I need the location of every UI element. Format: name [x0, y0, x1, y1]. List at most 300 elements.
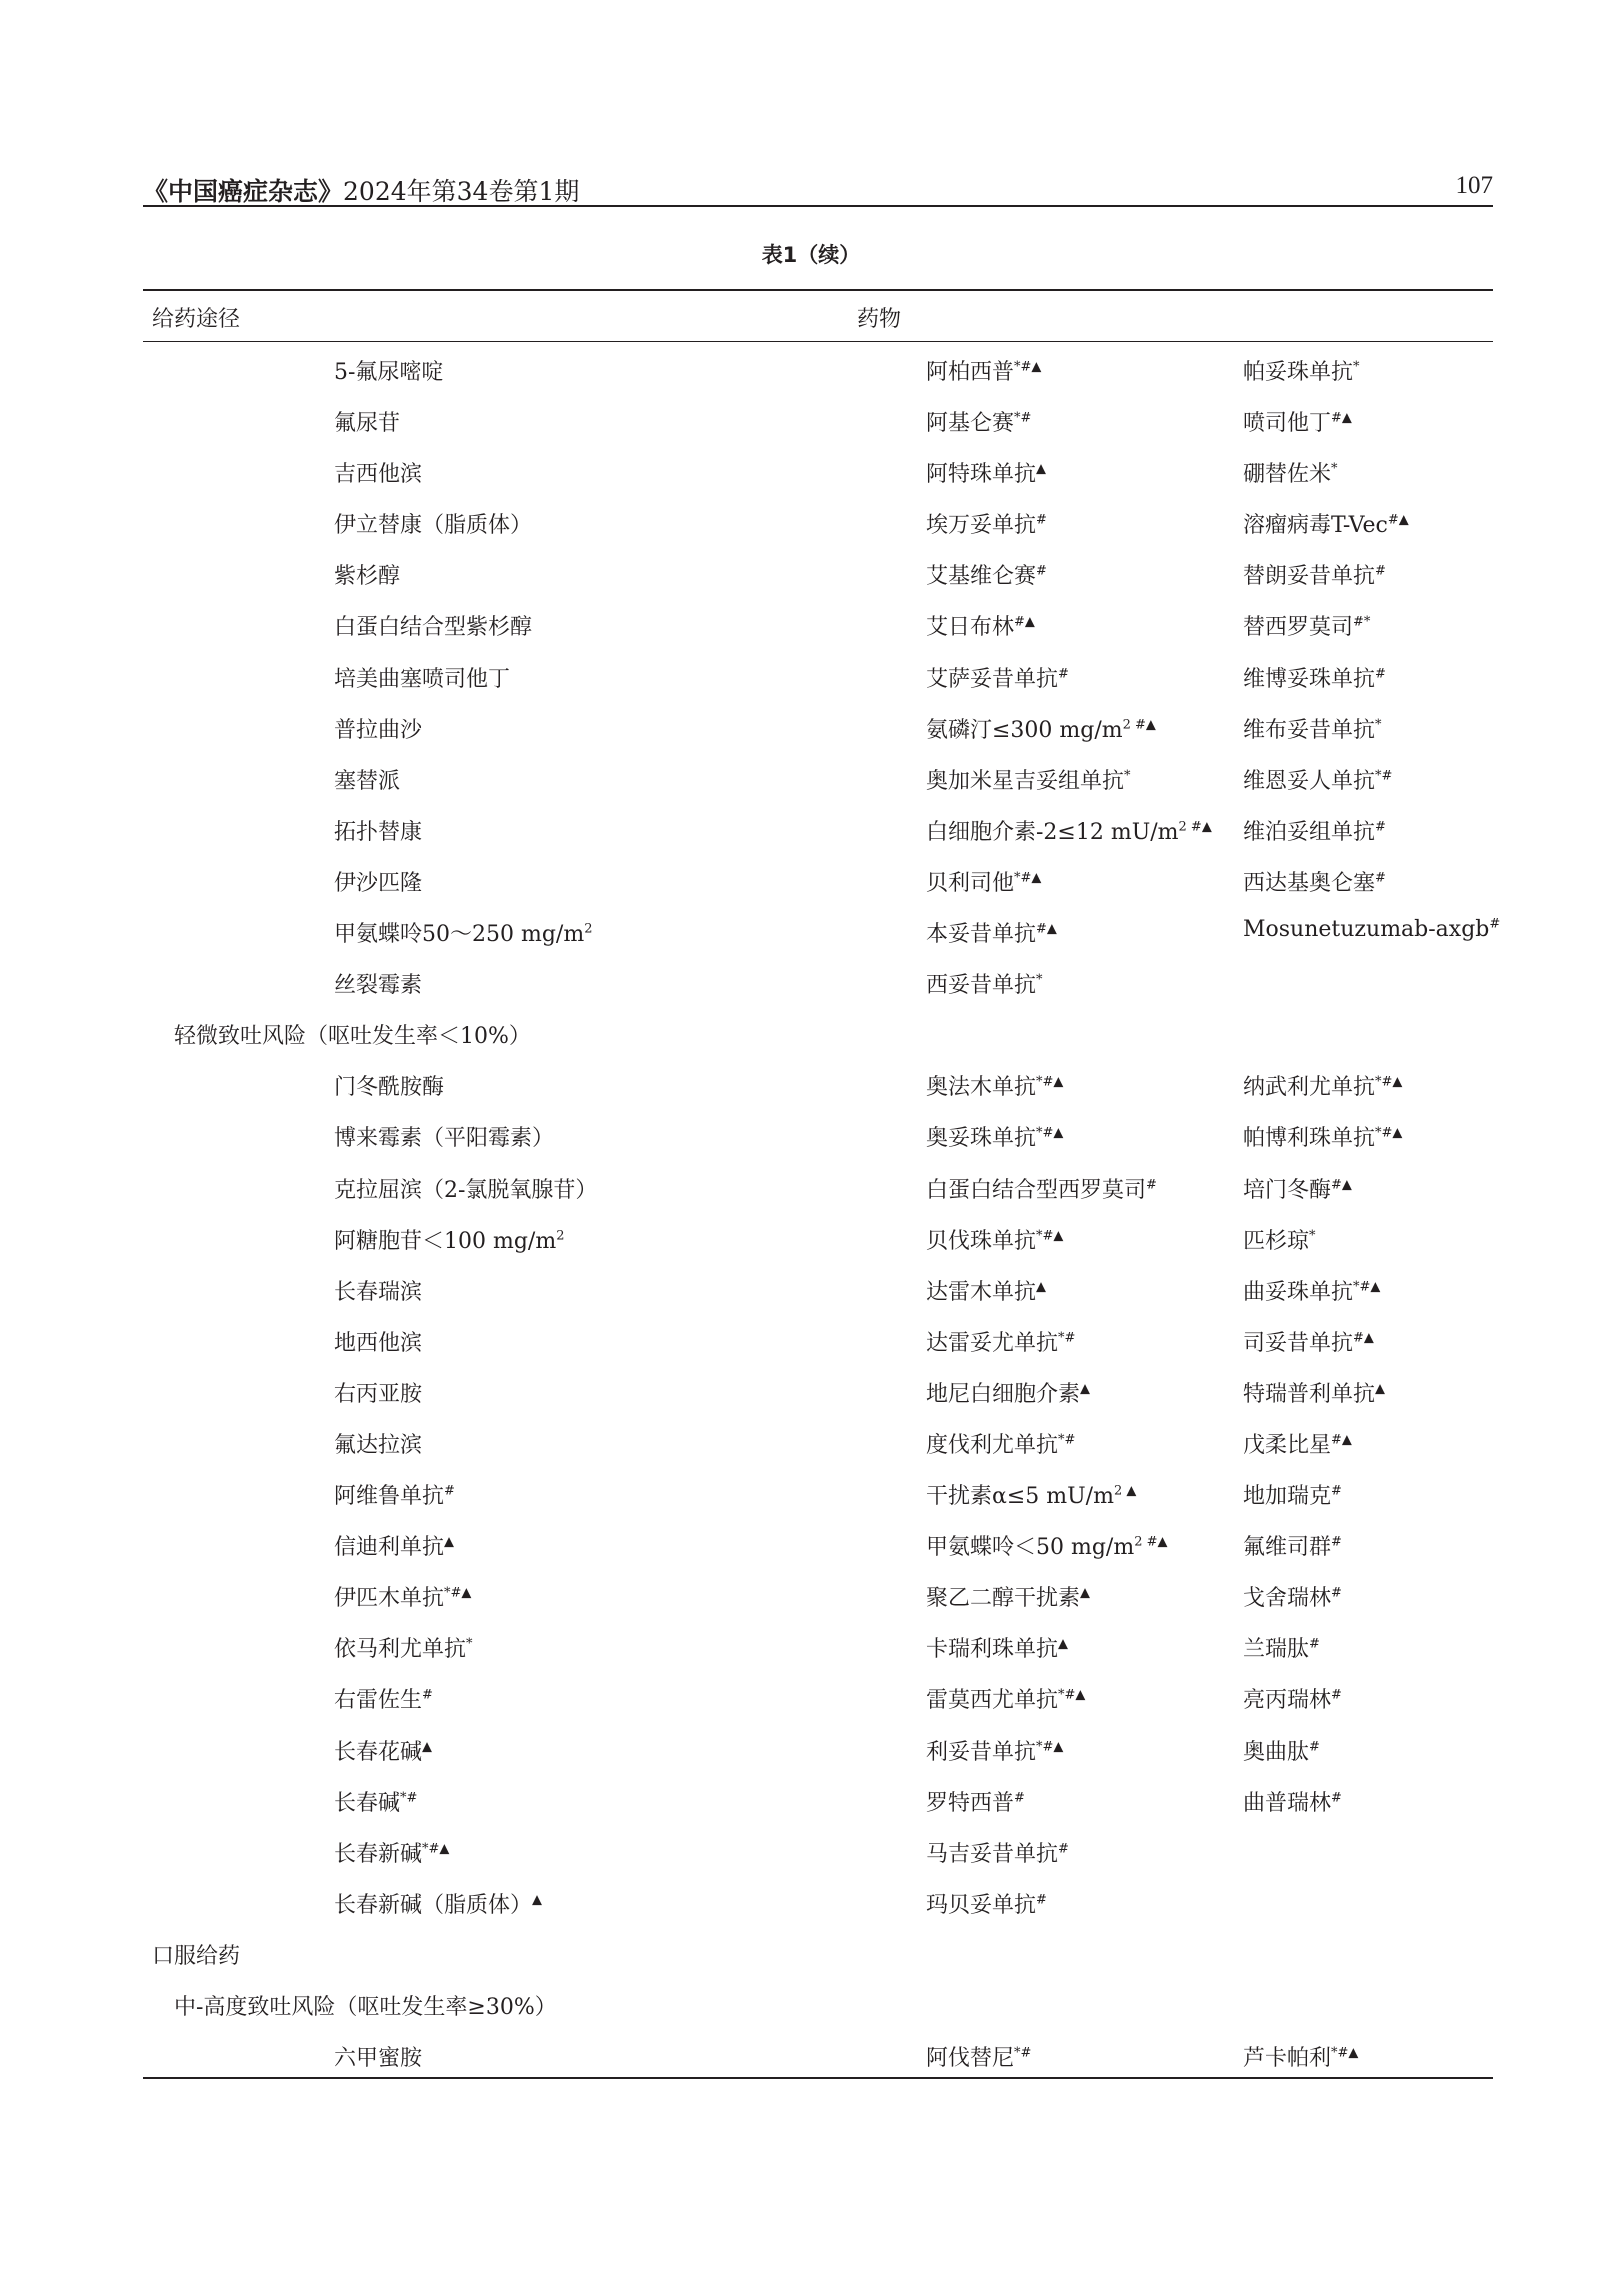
drug-cell-col2	[926, 1632, 1068, 1663]
drug-cell-col2-note-mark: *#	[1014, 2045, 1032, 2061]
drug-cell-col3-note-mark: ▲	[1375, 1381, 1386, 1397]
drug-cell-col1-text: 伊沙匹隆	[334, 870, 423, 896]
drug-cell-col3-text: 维恩妥人单抗	[1243, 768, 1376, 794]
drug-cell-col1-text: 塞替派	[334, 768, 401, 794]
drug-cell-col3-text: 培门冬酶	[1243, 1177, 1332, 1203]
drug-cell-col2-note-mark: *#▲	[1014, 870, 1042, 886]
drug-cell-col2-text: 地尼白细胞介素	[926, 1381, 1081, 1407]
drug-cell-col2	[926, 355, 1041, 386]
drug-cell-col2-note-mark: 2 #▲	[1134, 1534, 1168, 1550]
drug-cell-col2-text: 埃万妥单抗	[926, 513, 1037, 539]
header-rule	[143, 205, 1493, 207]
drug-cell-col3	[1243, 1632, 1320, 1663]
drug-cell-col3-note-mark: #▲	[1331, 1177, 1352, 1193]
table-row	[0, 755, 1622, 806]
drug-cell-col1-note-mark: 2	[556, 1228, 565, 1244]
table-title: 表1（续）	[761, 243, 861, 267]
drug-cell-col1	[334, 610, 532, 641]
table-row	[0, 346, 1622, 397]
drug-cell-col2-text: 甲氨蝶呤＜50 mg/m	[926, 1535, 1135, 1561]
drug-cell-col3-note-mark: *#▲	[1353, 1279, 1381, 1295]
drug-cell-col3-text: Mosunetuzumab-axgb	[1243, 917, 1490, 943]
drug-cell-col2-note-mark: 2 #▲	[1178, 819, 1212, 835]
drug-cell-col3-text: 兰瑞肽	[1243, 1637, 1310, 1663]
drug-cell-col2	[926, 1275, 1046, 1306]
table-row	[0, 448, 1622, 499]
drug-cell-col2	[926, 1173, 1157, 1204]
drug-cell-col2	[926, 1070, 1063, 1101]
table-row	[0, 1879, 1622, 1930]
drug-cell-col2	[926, 1377, 1090, 1408]
drug-cell-col3	[1243, 355, 1360, 386]
drug-cell-col3	[1243, 1275, 1380, 1306]
drug-cell-col1-note-mark: #	[444, 1483, 455, 1499]
drug-cell-col1-note-mark: *#▲	[444, 1585, 472, 1601]
drug-cell-col3-text: 芦卡帕利	[1243, 2046, 1332, 2072]
table-row	[0, 959, 1622, 1010]
drug-cell-col1	[334, 1224, 564, 1255]
table-row	[0, 704, 1622, 755]
drug-cell-col2	[926, 1581, 1090, 1612]
drug-cell-col2-note-mark: ▲	[1036, 1279, 1047, 1295]
drug-cell-col3	[1243, 1683, 1342, 1714]
drug-cell-col1-text: 右丙亚胺	[334, 1381, 423, 1407]
drug-cell-col2	[926, 713, 1156, 744]
drug-cell-col2-text: 玛贝妥单抗	[926, 1892, 1037, 1918]
drug-cell-col1	[334, 1377, 422, 1408]
drug-cell-col2	[926, 1837, 1069, 1868]
table-row	[0, 1164, 1622, 1215]
drug-cell-col2-text: 氨磷汀≤300 mg/m	[926, 717, 1123, 743]
drug-cell-col1	[334, 1121, 554, 1152]
drug-cell-col3-note-mark: #*	[1353, 615, 1371, 631]
drug-cell-col2-text: 度伐利尤单抗	[926, 1432, 1059, 1458]
drug-cell-col3	[1243, 1326, 1374, 1357]
drug-cell-col2-text: 本妥昔单抗	[926, 922, 1037, 948]
drug-cell-col2-note-mark: ▲	[1036, 461, 1047, 477]
drug-cell-col2	[926, 1530, 1168, 1561]
drug-cell-col3-text: 替西罗莫司	[1243, 615, 1354, 641]
journal-issue	[143, 172, 579, 208]
drug-cell-col3	[1243, 1121, 1402, 1152]
drug-cell-col1-note-mark: ▲	[532, 1892, 543, 1908]
drug-cell-col3-text: 喷司他丁	[1243, 411, 1332, 437]
drug-cell-col2-text: 艾萨妥昔单抗	[926, 666, 1059, 692]
table-row	[0, 1777, 1622, 1828]
drug-cell-col3-text: 曲妥珠单抗	[1243, 1279, 1354, 1305]
drug-cell-col2	[926, 1479, 1136, 1510]
drug-cell-col3-note-mark: *#▲	[1375, 1126, 1403, 1142]
table-row	[0, 1828, 1622, 1879]
table-top-rule	[143, 289, 1493, 291]
drug-cell-col2-note-mark: #▲	[1036, 921, 1057, 937]
drug-cell-col1	[334, 1632, 473, 1663]
drug-cell-col1-text: 5-氟尿嘧啶	[334, 360, 444, 385]
drug-cell-col3-text: 匹杉琼	[1243, 1228, 1310, 1254]
drug-cell-col3-text: 溶瘤病毒T-Vec	[1243, 513, 1388, 539]
drug-cell-col1	[334, 713, 422, 744]
drug-cell-col1-note-mark: *#▲	[422, 1841, 450, 1857]
drug-cell-col2	[926, 917, 1057, 948]
drug-cell-col1	[334, 508, 532, 539]
drug-cell-col3-note-mark: #▲	[1331, 410, 1352, 426]
drug-cell-col3	[1243, 1428, 1352, 1459]
drug-cell-col2-text: 阿特珠单抗	[926, 462, 1037, 488]
drug-cell-col1-text: 吉西他滨	[334, 462, 423, 488]
table-row	[0, 397, 1622, 448]
table-row	[0, 1010, 1622, 1061]
drug-cell-col1-text: 博来霉素（平阳霉素）	[334, 1126, 555, 1152]
drug-cell-col1	[334, 1530, 454, 1561]
table-bottom-rule	[143, 2077, 1493, 2079]
drug-cell-col2-note-mark: *#▲	[1014, 359, 1042, 375]
drug-cell-col2-note-mark: ▲	[1080, 1381, 1091, 1397]
drug-cell-col3-note-mark: *	[1309, 1228, 1316, 1244]
drug-cell-col1-note-mark: #	[422, 1688, 433, 1704]
drug-cell-col2-text: 奥加米星吉妥组单抗	[926, 768, 1125, 794]
drug-cell-col2-note-mark: #	[1146, 1177, 1157, 1193]
running-header	[143, 170, 1493, 206]
drug-cell-col3-note-mark: *	[1331, 461, 1338, 477]
drug-cell-col1	[334, 1735, 432, 1766]
drug-cell-col2-note-mark: #	[1058, 666, 1069, 682]
drug-cell-col3-text: 替朗妥昔单抗	[1243, 564, 1376, 590]
drug-cell-col3-text: 纳武利尤单抗	[1243, 1075, 1376, 1101]
drug-cell-col1	[334, 764, 400, 795]
table-row	[0, 1419, 1622, 1470]
table-row	[0, 601, 1622, 652]
table-row	[0, 1521, 1622, 1572]
drug-cell-col2-note-mark: #	[1058, 1841, 1069, 1857]
drug-cell-col1-text: 六甲蜜胺	[334, 2046, 423, 2072]
drug-cell-col2-text: 阿基仑赛	[926, 411, 1015, 437]
drug-cell-col2-note-mark: 2 #▲	[1122, 717, 1156, 733]
drug-cell-col2-note-mark: *#	[1014, 410, 1032, 426]
drug-cell-col3	[1243, 1479, 1342, 1510]
drug-cell-col2	[926, 1786, 1025, 1817]
drug-cell-col2-note-mark: *#▲	[1058, 1688, 1086, 1704]
drug-cell-col3	[1243, 610, 1370, 641]
drug-cell-col3	[1243, 1224, 1316, 1255]
drug-cell-col3	[1243, 2041, 1358, 2072]
drug-cell-col3	[1243, 457, 1338, 488]
drug-cell-col3-text: 西达基奥仑塞	[1243, 870, 1376, 896]
drug-cell-col1-text: 甲氨蝶呤50～250 mg/m	[334, 922, 585, 948]
drug-cell-col3	[1243, 713, 1382, 744]
drug-cell-col3-note-mark: #	[1375, 666, 1386, 682]
drug-cell-col3-note-mark: *	[1353, 359, 1360, 375]
drug-cell-col2-text: 干扰素α≤5 mU/m	[926, 1484, 1114, 1510]
route-heading-text: 口服给药	[152, 1943, 241, 1969]
drug-cell-col1-note-mark: *	[466, 1637, 473, 1653]
risk-level-heading-text: 中-高度致吐风险（呕吐发生率≥30%）	[174, 1995, 557, 2020]
drug-cell-col1	[334, 1581, 471, 1612]
drug-cell-col3	[1243, 1581, 1342, 1612]
drug-cell-col1	[334, 1428, 422, 1459]
table-row	[0, 653, 1622, 704]
drug-cell-col1	[334, 662, 510, 693]
drug-cell-col1-note-mark: *#	[400, 1790, 418, 1806]
drug-cell-col2	[926, 406, 1031, 437]
drug-cell-col3-text: 维布妥昔单抗	[1243, 717, 1376, 743]
table-header-rule	[143, 341, 1493, 342]
drug-cell-col2-text: 奥妥珠单抗	[926, 1126, 1037, 1152]
table-row	[0, 1266, 1622, 1317]
drug-cell-col3-note-mark: *#▲	[1375, 1074, 1403, 1090]
drug-cell-col2	[926, 1428, 1075, 1459]
drug-cell-col2-text: 达雷木单抗	[926, 1279, 1037, 1305]
drug-cell-col2-text: 罗特西普	[926, 1790, 1015, 1816]
drug-cell-col1-text: 阿维鲁单抗	[334, 1484, 445, 1510]
drug-cell-col1-text: 培美曲塞喷司他丁	[334, 666, 511, 692]
drug-cell-col2-text: 利妥昔单抗	[926, 1739, 1037, 1765]
drug-cell-col2	[926, 1683, 1085, 1714]
drug-cell-col2-note-mark: #▲	[1014, 615, 1035, 631]
drug-cell-col1-text: 阿糖胞苷＜100 mg/m	[334, 1228, 557, 1254]
drug-cell-col2	[926, 1326, 1075, 1357]
drug-cell-col2-note-mark: #	[1036, 1892, 1047, 1908]
drug-cell-col2-note-mark: #	[1036, 564, 1047, 580]
drug-cell-col1	[334, 1275, 422, 1306]
drug-cell-col2-text: 白细胞介素-2≤12 mU/m	[926, 819, 1179, 845]
table-row	[0, 1623, 1622, 1674]
issue-label: 2024年第34卷第1期	[343, 177, 580, 206]
drug-cell-col2-text: 奥法木单抗	[926, 1075, 1037, 1101]
drug-cell-col1	[334, 1326, 422, 1357]
drug-cell-col3	[1243, 406, 1352, 437]
drug-cell-col1	[334, 815, 422, 846]
drug-cell-col3-note-mark: #	[1331, 1790, 1342, 1806]
table-row	[0, 1317, 1622, 1368]
drug-cell-col2-note-mark: *#	[1058, 1432, 1076, 1448]
drug-cell-col3	[1243, 508, 1409, 539]
drug-cell-col2-text: 艾基维仑赛	[926, 564, 1037, 590]
drug-cell-col2	[926, 2041, 1031, 2072]
drug-cell-col3	[1243, 1377, 1385, 1408]
drug-cell-col3-text: 氟维司群	[1243, 1535, 1332, 1561]
drug-cell-col1-text: 丝裂霉素	[334, 973, 423, 999]
column-header-drug: 药物	[857, 307, 902, 332]
drug-cell-col3	[1243, 815, 1386, 846]
drug-cell-col3-text: 奥曲肽	[1243, 1739, 1310, 1765]
drug-cell-col1-text: 长春碱	[334, 1790, 401, 1816]
table-row	[0, 857, 1622, 908]
drug-cell-col3-note-mark: #	[1309, 1739, 1320, 1755]
drug-cell-col3	[1243, 764, 1392, 795]
drug-cell-col2	[926, 610, 1035, 641]
drug-cell-col1-text: 门冬酰胺酶	[334, 1075, 445, 1101]
drug-cell-col1-text: 拓扑替康	[334, 819, 423, 845]
drug-cell-col2-text: 贝伐珠单抗	[926, 1228, 1037, 1254]
drug-cell-col3-text: 维泊妥组单抗	[1243, 819, 1376, 845]
drug-cell-col1	[334, 1683, 433, 1714]
drug-cell-col3-text: 戊柔比星	[1243, 1432, 1332, 1458]
table-row	[0, 1572, 1622, 1623]
table-row	[0, 806, 1622, 857]
drug-cell-col2	[926, 1888, 1047, 1919]
drug-cell-col3-note-mark: #	[1331, 1585, 1342, 1601]
drug-cell-col2-note-mark: *#▲	[1036, 1739, 1064, 1755]
table-row	[0, 1061, 1622, 1112]
drug-cell-col2	[926, 968, 1043, 999]
table-row	[0, 2032, 1622, 2083]
drug-cell-col1-note-mark: ▲	[444, 1534, 455, 1550]
drug-cell-col3	[1243, 917, 1500, 942]
drug-cell-col3-text: 帕妥珠单抗	[1243, 360, 1354, 385]
drug-cell-col1-text: 信迪利单抗	[334, 1535, 445, 1561]
drug-cell-col3	[1243, 1530, 1342, 1561]
drug-cell-col1	[334, 355, 443, 386]
drug-cell-col1	[334, 968, 422, 999]
risk-level-heading	[174, 1990, 557, 2021]
drug-cell-col3	[1243, 662, 1386, 693]
drug-cell-col2	[926, 815, 1212, 846]
table-row	[0, 1981, 1622, 2032]
drug-cell-col3	[1243, 1173, 1352, 1204]
drug-cell-col3-text: 曲普瑞林	[1243, 1790, 1332, 1816]
risk-level-heading	[174, 1019, 531, 1050]
drug-cell-col2	[926, 662, 1069, 693]
drug-cell-col3-note-mark: #	[1331, 1534, 1342, 1550]
drug-cell-col2-note-mark: #	[1036, 512, 1047, 528]
drug-cell-col1	[334, 1837, 449, 1868]
drug-cell-col2-text: 艾日布林	[926, 615, 1015, 641]
route-heading	[152, 1939, 240, 1970]
drug-cell-col1	[334, 406, 400, 437]
drug-cell-col2-note-mark: *#▲	[1036, 1126, 1064, 1142]
drug-cell-col2-text: 聚乙二醇干扰素	[926, 1586, 1081, 1612]
drug-cell-col2-text: 卡瑞利珠单抗	[926, 1637, 1059, 1663]
drug-cell-col3-note-mark: *#▲	[1331, 2045, 1359, 2061]
drug-cell-col2-note-mark: *#▲	[1036, 1228, 1064, 1244]
drug-cell-col1-text: 紫杉醇	[334, 564, 401, 590]
drug-cell-col3-note-mark: #	[1375, 819, 1386, 835]
drug-cell-col3-text: 维博妥珠单抗	[1243, 666, 1376, 692]
drug-cell-col3	[1243, 866, 1386, 897]
drug-cell-col2-text: 白蛋白结合型西罗莫司	[926, 1177, 1147, 1203]
drug-cell-col2-text: 贝利司他	[926, 870, 1015, 896]
drug-cell-col2	[926, 764, 1131, 795]
drug-cell-col2-text: 马吉妥昔单抗	[926, 1841, 1059, 1867]
drug-cell-col1-text: 长春瑞滨	[334, 1279, 423, 1305]
table-row	[0, 1470, 1622, 1521]
drug-cell-col2-note-mark: ▲	[1058, 1637, 1069, 1653]
page-number: 107	[1455, 172, 1493, 199]
drug-cell-col1	[334, 1786, 417, 1817]
column-header-route: 给药途径	[152, 307, 241, 332]
drug-cell-col2-note-mark: *#	[1058, 1330, 1076, 1346]
table-body	[0, 346, 1622, 2083]
drug-cell-col3-note-mark: *#	[1375, 768, 1393, 784]
drug-cell-col1-note-mark: ▲	[422, 1739, 433, 1755]
drug-cell-col3-note-mark: #	[1331, 1483, 1342, 1499]
drug-cell-col2-text: 阿柏西普	[926, 360, 1015, 385]
drug-cell-col1-text: 克拉屈滨（2-氯脱氧腺苷）	[334, 1177, 598, 1203]
drug-cell-col2-note-mark: *#▲	[1036, 1074, 1064, 1090]
drug-cell-col3	[1243, 1786, 1342, 1817]
drug-cell-col1-text: 氟尿苷	[334, 411, 401, 437]
drug-cell-col2	[926, 508, 1047, 539]
table-row	[0, 499, 1622, 550]
drug-cell-col3-note-mark: #	[1331, 1688, 1342, 1704]
drug-cell-col3-note-mark: #	[1489, 916, 1501, 932]
drug-cell-col1-text: 伊立替康（脂质体）	[334, 513, 533, 539]
table-row	[0, 1674, 1622, 1725]
drug-cell-col3	[1243, 559, 1386, 590]
drug-cell-col3-note-mark: *	[1375, 717, 1382, 733]
table-row	[0, 550, 1622, 601]
table-row	[0, 1112, 1622, 1163]
drug-cell-col1	[334, 1070, 444, 1101]
drug-cell-col2-text: 阿伐替尼	[926, 2046, 1015, 2072]
drug-cell-col2-note-mark: *	[1124, 768, 1131, 784]
drug-cell-col2-note-mark: #	[1014, 1790, 1025, 1806]
drug-cell-col2	[926, 1121, 1063, 1152]
table-row	[0, 908, 1622, 959]
drug-cell-col1	[334, 559, 400, 590]
drug-cell-col3-text: 地加瑞克	[1243, 1484, 1332, 1510]
drug-cell-col1	[334, 457, 422, 488]
drug-cell-col1	[334, 866, 422, 897]
drug-cell-col2-note-mark: 2 ▲	[1113, 1483, 1137, 1499]
drug-cell-col1	[334, 2041, 422, 2072]
table-row	[0, 1930, 1622, 1981]
drug-cell-col1	[334, 917, 592, 948]
journal-name: 《中国癌症杂志》	[143, 177, 344, 206]
drug-cell-col1-text: 长春花碱	[334, 1739, 423, 1765]
drug-cell-col3-text: 亮丙瑞林	[1243, 1688, 1332, 1714]
drug-cell-col3-text: 硼替佐米	[1243, 462, 1332, 488]
drug-cell-col1-text: 地西他滨	[334, 1330, 423, 1356]
drug-cell-col2	[926, 866, 1041, 897]
drug-cell-col1-note-mark: 2	[584, 921, 593, 937]
drug-cell-col2-text: 西妥昔单抗	[926, 973, 1037, 999]
drug-cell-col3-note-mark: #▲	[1387, 512, 1409, 528]
drug-cell-col1	[334, 1173, 597, 1204]
drug-cell-col3-text: 戈舍瑞林	[1243, 1586, 1332, 1612]
drug-cell-col3-text: 帕博利珠单抗	[1243, 1126, 1376, 1152]
drug-cell-col2	[926, 1735, 1063, 1766]
drug-cell-col1	[334, 1479, 455, 1510]
drug-cell-col1-text: 依马利尤单抗	[334, 1637, 467, 1663]
drug-cell-col3-text: 特瑞普利单抗	[1243, 1381, 1376, 1407]
drug-cell-col1-text: 长春新碱	[334, 1841, 423, 1867]
table-row	[0, 1215, 1622, 1266]
drug-cell-col3-note-mark: #	[1375, 870, 1386, 886]
drug-cell-col1-text: 普拉曲沙	[334, 717, 423, 743]
drug-cell-col2	[926, 457, 1046, 488]
drug-cell-col1-text: 长春新碱（脂质体）	[334, 1892, 533, 1918]
drug-cell-col1-text: 右雷佐生	[334, 1688, 423, 1714]
drug-cell-col1	[334, 1888, 542, 1919]
drug-cell-col3-note-mark: #▲	[1331, 1432, 1352, 1448]
drug-cell-col1-text: 伊匹木单抗	[334, 1586, 445, 1612]
risk-level-heading-text: 轻微致吐风险（呕吐发生率＜10%）	[174, 1024, 531, 1050]
drug-cell-col2-text: 达雷妥尤单抗	[926, 1330, 1059, 1356]
drug-cell-col3-text: 司妥昔单抗	[1243, 1330, 1354, 1356]
drug-cell-col1-text: 氟达拉滨	[334, 1432, 423, 1458]
drug-cell-col3-note-mark: #▲	[1353, 1330, 1374, 1346]
drug-cell-col2	[926, 1224, 1063, 1255]
drug-cell-col2-note-mark: *	[1036, 972, 1043, 988]
table-row	[0, 1726, 1622, 1777]
drug-cell-col2	[926, 559, 1047, 590]
drug-cell-col3-note-mark: #	[1375, 564, 1386, 580]
drug-cell-col1-text: 白蛋白结合型紫杉醇	[334, 615, 533, 641]
drug-cell-col2-text: 雷莫西尤单抗	[926, 1688, 1059, 1714]
drug-cell-col3	[1243, 1735, 1320, 1766]
drug-cell-col2-note-mark: ▲	[1080, 1585, 1091, 1601]
